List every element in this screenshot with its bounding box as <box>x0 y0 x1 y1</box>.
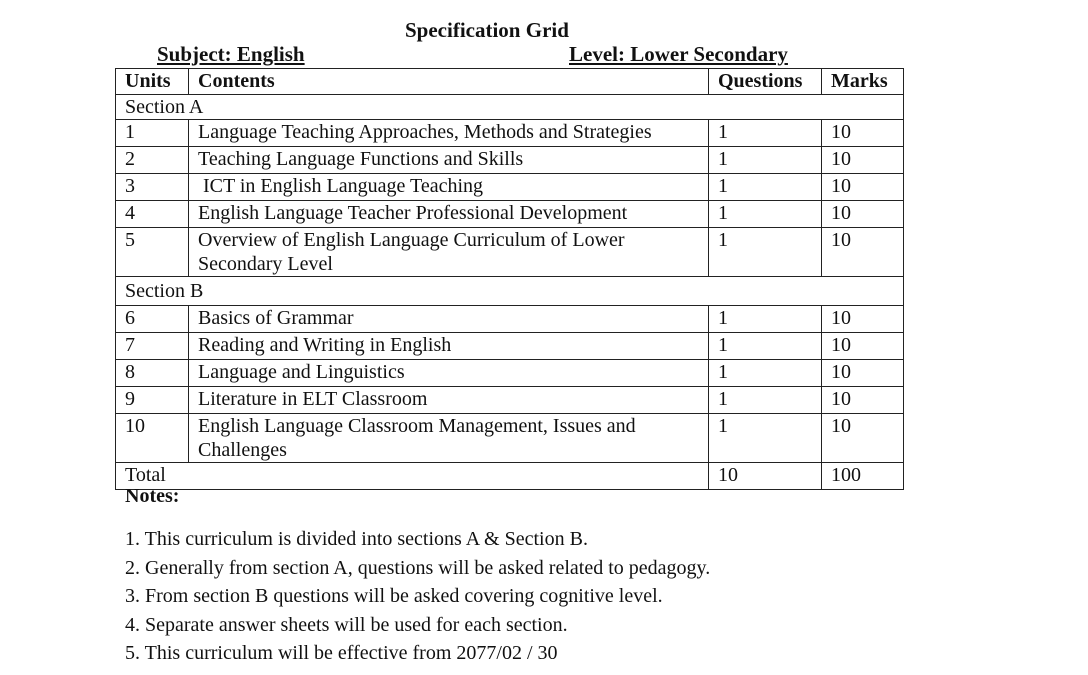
section-a-row <box>116 95 904 120</box>
unit-cell: 7 <box>116 333 189 360</box>
unit-cell: 1 <box>116 120 189 147</box>
content-cell: Reading and Writing in English <box>189 333 709 360</box>
header-marks: Marks <box>822 69 904 95</box>
note-item: 4. Separate answer sheets will be used for each section. <box>125 613 568 636</box>
total-marks: 100 <box>822 463 904 490</box>
subject-label: Subject: English <box>157 42 305 66</box>
marks-cell: 10 <box>822 414 904 463</box>
unit-cell: 10 <box>116 414 189 463</box>
table-row <box>116 414 904 463</box>
marks-cell: 10 <box>822 174 904 201</box>
table-row <box>116 306 904 333</box>
unit-cell: 4 <box>116 201 189 228</box>
specification-table <box>115 68 904 490</box>
questions-cell: 1 <box>709 228 822 277</box>
level-label: Level: Lower Secondary <box>569 42 788 66</box>
notes-list <box>125 525 710 668</box>
questions-cell: 1 <box>709 174 822 201</box>
marks-cell: 10 <box>822 306 904 333</box>
questions-cell: 1 <box>709 306 822 333</box>
header-contents: Contents <box>189 69 709 95</box>
marks-cell: 10 <box>822 147 904 174</box>
questions-cell: 1 <box>709 120 822 147</box>
total-row <box>116 463 904 490</box>
notes-heading: Notes: <box>125 485 180 507</box>
content-cell: Basics of Grammar <box>189 306 709 333</box>
marks-cell: 10 <box>822 120 904 147</box>
note-item: 2. Generally from section A, questions will be asked related to pedagogy. <box>125 556 711 579</box>
table-row <box>116 333 904 360</box>
table-row <box>116 174 904 201</box>
content-cell: English Language Classroom Management, Issues and Challenges <box>189 414 709 463</box>
table-row <box>116 201 904 228</box>
content-cell: Language and Linguistics <box>189 360 709 387</box>
questions-cell: 1 <box>709 201 822 228</box>
section-a-heading: Section A <box>116 95 904 120</box>
content-cell: Literature in ELT Classroom <box>189 387 709 414</box>
note-item: 1. This curriculum is divided into sections A & Section B. <box>125 528 588 550</box>
total-label: Total <box>116 463 709 490</box>
marks-cell: 10 <box>822 387 904 414</box>
marks-cell: 10 <box>822 360 904 387</box>
page-title: Specification Grid <box>405 18 569 42</box>
questions-cell: 1 <box>709 333 822 360</box>
section-b-row <box>116 277 904 306</box>
unit-cell: 6 <box>116 306 189 333</box>
note-item: 5. This curriculum will be effective from 2077/02 / 30 <box>125 642 558 665</box>
unit-cell: 2 <box>116 147 189 174</box>
content-cell: Overview of English Language Curriculum of Lower Secondary Level <box>189 228 709 277</box>
unit-cell: 3 <box>116 174 189 201</box>
header-questions: Questions <box>709 69 822 95</box>
unit-cell: 5 <box>116 228 189 277</box>
table-row <box>116 147 904 174</box>
content-cell: Teaching Language Functions and Skills <box>189 147 709 174</box>
total-questions: 10 <box>709 463 822 490</box>
content-cell: English Language Teacher Professional Development <box>189 201 709 228</box>
marks-cell: 10 <box>822 228 904 277</box>
content-cell: Language Teaching Approaches, Methods and Strategies <box>189 120 709 147</box>
header-units: Units <box>116 69 189 95</box>
unit-cell: 9 <box>116 387 189 414</box>
table-row <box>116 228 904 277</box>
unit-cell: 8 <box>116 360 189 387</box>
table-row <box>116 360 904 387</box>
marks-cell: 10 <box>822 201 904 228</box>
questions-cell: 1 <box>709 147 822 174</box>
header-row <box>116 69 904 95</box>
questions-cell: 1 <box>709 387 822 414</box>
table-row <box>116 120 904 147</box>
questions-cell: 1 <box>709 414 822 463</box>
marks-cell: 10 <box>822 333 904 360</box>
note-item: 3. From section B questions will be asked covering cognitive level. <box>125 585 663 608</box>
content-cell: ICT in English Language Teaching <box>189 174 709 201</box>
questions-cell: 1 <box>709 360 822 387</box>
section-b-heading: Section B <box>116 277 904 306</box>
table-row <box>116 387 904 414</box>
